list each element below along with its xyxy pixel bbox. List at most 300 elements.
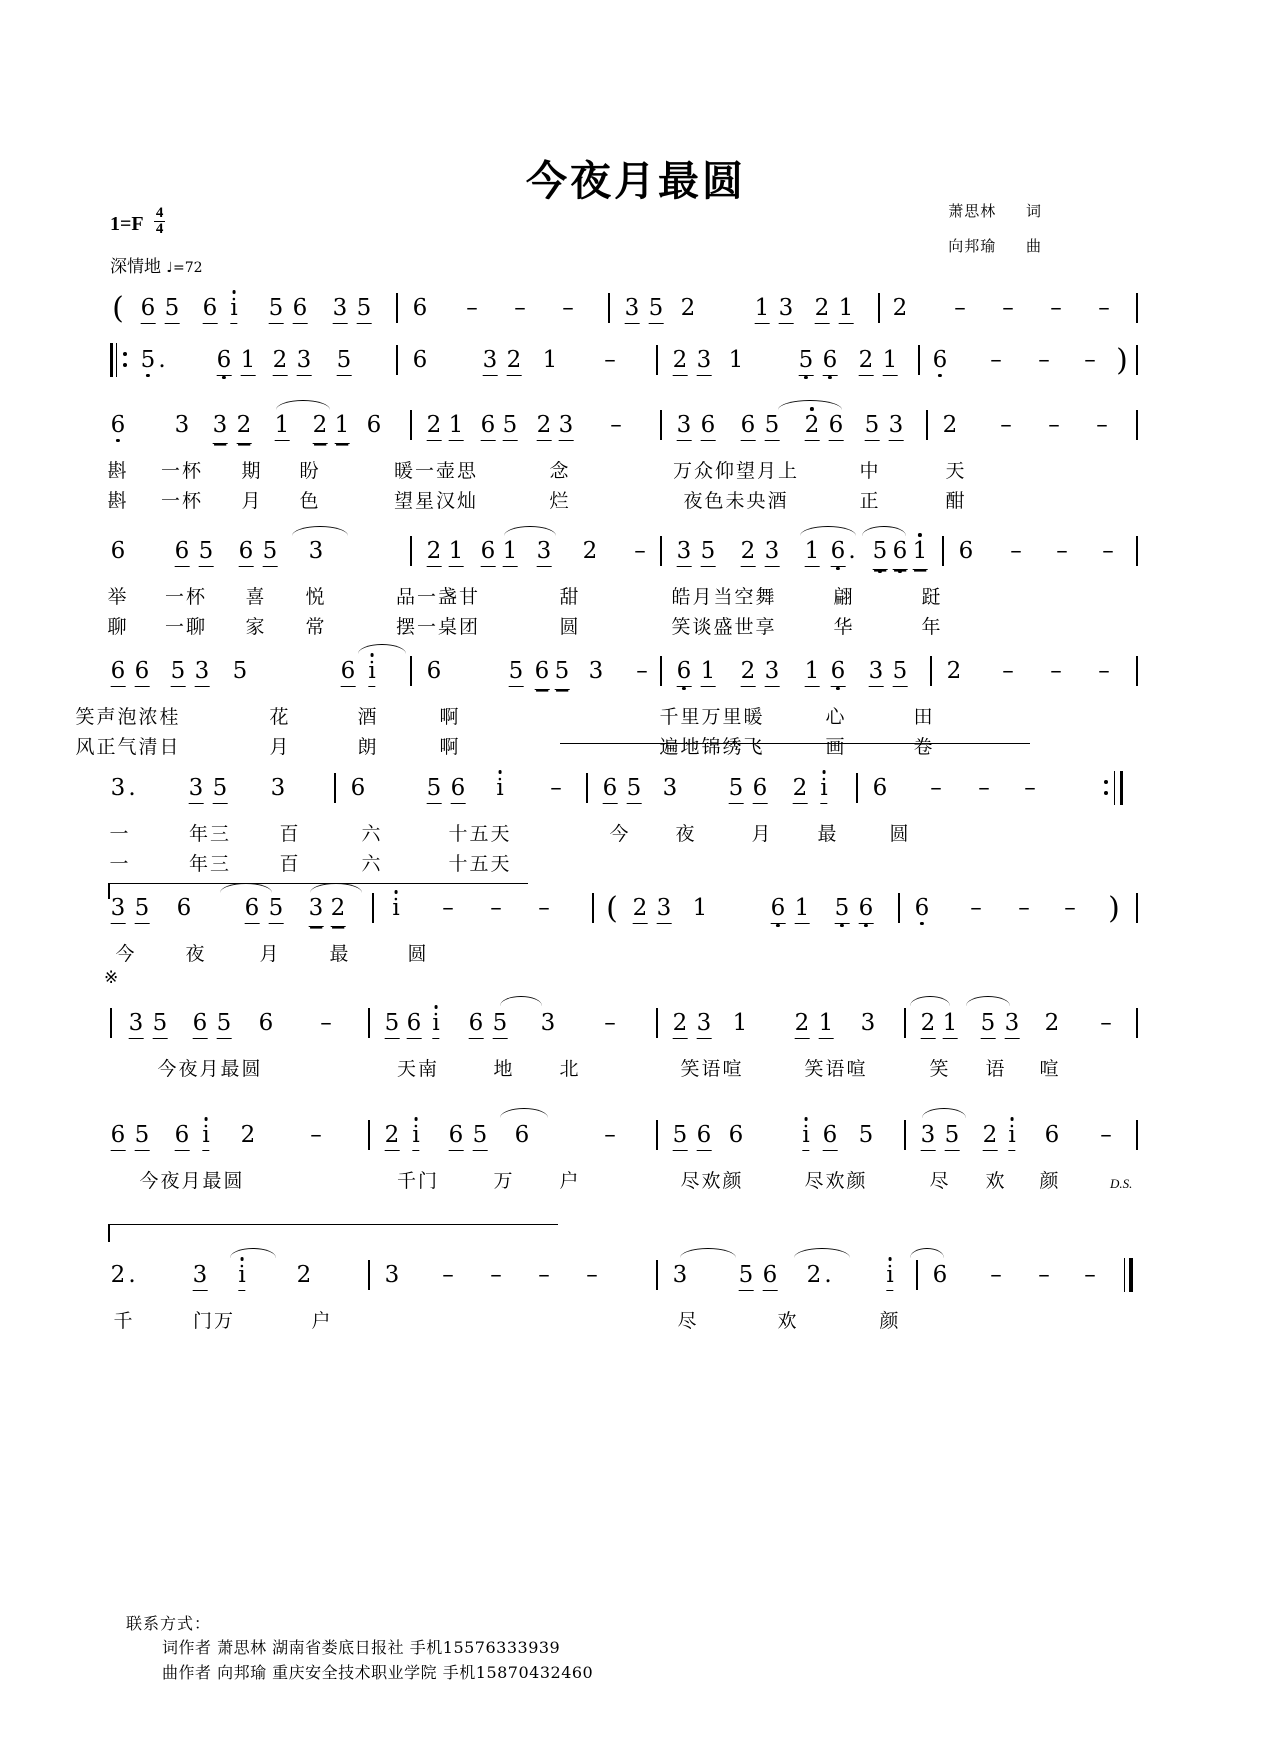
note: 6 [829, 412, 844, 441]
note: 3 [270, 775, 286, 801]
note: 1 [728, 347, 744, 373]
rest-dash: – [538, 1262, 550, 1288]
barline [916, 1260, 918, 1290]
barline [656, 1120, 658, 1150]
note: 5 [153, 1010, 168, 1039]
dot-duration: . [824, 1262, 832, 1288]
note: 3 [697, 1010, 712, 1039]
slur [276, 400, 330, 410]
paren-open: ( [112, 291, 124, 326]
note: 3 [1005, 1010, 1020, 1039]
lyricist-name: 萧思林 [948, 202, 997, 220]
slur [910, 1248, 944, 1258]
dot-duration: . [158, 347, 166, 373]
note: 6 [771, 895, 786, 924]
note: 6 [203, 295, 218, 324]
note: 6 [366, 412, 382, 438]
note: 3 [195, 658, 210, 687]
barline [926, 410, 928, 440]
barline [592, 893, 594, 923]
barline [1136, 293, 1138, 323]
key-signature [110, 206, 165, 237]
note: 6 [763, 1262, 778, 1291]
note: 2 [240, 1122, 256, 1148]
note: 6 [412, 347, 428, 373]
notation-row [100, 412, 1145, 450]
note: 3 [588, 658, 604, 684]
barline [898, 893, 900, 923]
lyrics-row-verse1: 举 一杯 喜 悦 品一盏甘 甜 皓月当空舞 翩 跹 [107, 586, 943, 608]
lyrics-row: 千 门万 户 尽 欢 颜 [113, 1310, 901, 1332]
note: 6 [451, 775, 466, 804]
note: 5 [865, 412, 880, 441]
music-system-9 [100, 1122, 1145, 1196]
rest-dash: – [1084, 1262, 1096, 1288]
lyrics-row: 今夜月最圆 天南 地 北 笑语喧 笑语喧 笑 语 喧 [157, 1058, 1061, 1080]
rest-dash: – [490, 1262, 502, 1288]
barline [656, 1008, 658, 1038]
note: i [230, 295, 237, 324]
note: 3 [860, 1010, 876, 1036]
ds-mark: D.S. [1110, 1176, 1133, 1191]
note: 5 [555, 658, 570, 690]
barline [608, 293, 610, 323]
note: 2 [673, 1010, 688, 1039]
music-system-3 [100, 412, 1145, 516]
lyricist-credit [948, 200, 1042, 221]
tempo-marking [110, 252, 203, 277]
music-system-10 [100, 1262, 1145, 1336]
lyrics-row: 今 夜 月 最 圆 [115, 943, 429, 965]
barline [856, 773, 858, 803]
note: 6 [932, 347, 948, 373]
note: 6 [535, 658, 550, 690]
note: 2 [110, 1262, 126, 1288]
music-system-4 [100, 538, 1145, 642]
rest-dash: – [604, 347, 616, 373]
note: 3 [559, 412, 574, 441]
note: 1 [913, 538, 928, 570]
note: 5 [765, 412, 780, 441]
footer-composer-contact: 曲作者 向邦瑜 重庆安全技术职业学院 手机15870432460 [162, 1663, 594, 1683]
barline [878, 293, 880, 323]
note: 2 [793, 775, 808, 804]
rest-dash: – [604, 1122, 616, 1148]
note: 6 [449, 1122, 464, 1151]
note: 2 [273, 347, 288, 376]
note: 5 [385, 1010, 400, 1039]
slur [800, 526, 856, 536]
note: 5 [509, 658, 524, 687]
rest-dash: – [550, 775, 562, 801]
note: 2 [313, 412, 328, 444]
rest-dash: – [562, 295, 574, 321]
footer-contact [126, 1612, 593, 1686]
rest-dash: – [1050, 295, 1062, 321]
note: i [886, 1262, 893, 1291]
rest-dash: – [1010, 538, 1022, 564]
note: 1 [805, 658, 820, 687]
rest-dash: – [604, 1010, 616, 1036]
footer-lyricist-contact: 词作者 萧思林 湖南省娄底日报社 手机15576333939 [162, 1638, 561, 1658]
note: 6 [110, 538, 126, 564]
note: 1 [943, 1010, 958, 1039]
note: i [202, 1122, 209, 1151]
note: 6 [753, 775, 768, 804]
note: 1 [692, 895, 708, 921]
note: 2 [921, 1010, 936, 1039]
lyrics-row-verse2: 斟 一杯 月 色 望星汉灿 烂 夜色未央酒 正 酣 [107, 490, 967, 512]
note: 3 [889, 412, 904, 441]
barline [368, 1008, 370, 1038]
note: 5 [232, 658, 248, 684]
note: 5 [858, 1122, 874, 1148]
note: 3 [537, 538, 552, 567]
note: 6 [258, 1010, 274, 1036]
slur [292, 526, 348, 536]
note: 5 [213, 775, 228, 804]
note: 6 [728, 1122, 744, 1148]
rest-dash: – [1018, 895, 1030, 921]
slur [922, 1108, 966, 1118]
note: 3 [333, 295, 348, 324]
rest-dash: – [1024, 775, 1036, 801]
slur [910, 996, 950, 1006]
note: 2 [296, 1262, 312, 1288]
barline [110, 1008, 112, 1038]
rest-dash: – [634, 538, 646, 564]
note: 1 [503, 538, 518, 567]
barline [1136, 536, 1138, 566]
barline [1136, 893, 1138, 923]
rest-dash: – [1084, 347, 1096, 373]
rest-dash: – [310, 1122, 322, 1148]
note: 2 [806, 1262, 822, 1288]
note: 2 [331, 895, 346, 927]
note: 3 [625, 295, 640, 324]
note: 6 [741, 412, 756, 441]
note: 3 [662, 775, 678, 801]
note: 5 [135, 1122, 150, 1151]
note: 5 [199, 538, 214, 567]
note: 1 [335, 412, 350, 444]
note: 2 [859, 347, 874, 376]
rest-dash: – [970, 895, 982, 921]
note: 3 [921, 1122, 936, 1151]
note: i [238, 1262, 245, 1291]
slur [862, 526, 906, 536]
note: 3 [189, 775, 204, 804]
slur [358, 644, 406, 654]
note: i [820, 775, 827, 804]
slur [966, 996, 1010, 1006]
note: 5 [739, 1262, 754, 1291]
time-signature-numerator: 4 [155, 205, 164, 221]
note: 1 [449, 412, 464, 441]
note: 5 [357, 295, 372, 324]
note: 3 [869, 658, 884, 687]
note: 5 [269, 895, 284, 924]
barline [1136, 410, 1138, 440]
repeat-end-barline [1104, 771, 1114, 805]
rest-dash: – [1038, 347, 1050, 373]
note: 3 [129, 1010, 144, 1039]
note: 6 [823, 1122, 838, 1151]
note: 3 [697, 347, 712, 376]
music-system-8 [100, 1010, 1145, 1084]
note: 1 [241, 347, 256, 376]
note: 1 [805, 538, 820, 567]
note: 2 [892, 295, 908, 321]
note: i [802, 1122, 809, 1151]
barline [660, 656, 662, 686]
rest-dash: – [1002, 295, 1014, 321]
note: 1 [732, 1010, 748, 1036]
note: 5 [799, 347, 814, 376]
dot-duration: . [128, 1262, 136, 1288]
note: 6 [239, 538, 254, 567]
rest-dash: – [442, 895, 454, 921]
note: 5 [165, 295, 180, 324]
note: 6 [426, 658, 442, 684]
barline [396, 345, 398, 375]
note: 2 [582, 538, 598, 564]
note: 1 [819, 1010, 834, 1039]
notation-row [100, 1122, 1145, 1160]
rest-dash: – [538, 895, 550, 921]
note: 6 [677, 658, 692, 687]
note: i [432, 1010, 439, 1039]
note: 6 [176, 895, 192, 921]
slur [680, 1248, 736, 1258]
barline [1136, 1120, 1138, 1150]
slur [500, 996, 542, 1006]
rest-dash: – [514, 295, 526, 321]
rest-dash: – [1000, 412, 1012, 438]
notation-row [100, 1010, 1145, 1048]
lyrics-row-verse1: 一 年三 百 六 十五天 今 夜 月 最 圆 [109, 823, 911, 845]
note: 3 [540, 1010, 556, 1036]
barline [656, 345, 658, 375]
barline [1136, 345, 1138, 375]
note: 6 [412, 295, 428, 321]
note: 5 [337, 347, 352, 376]
note: 2 [427, 538, 442, 567]
note: 6 [1044, 1122, 1060, 1148]
repeat-start-barline [110, 343, 120, 377]
note: 6 [893, 538, 908, 570]
note: 6 [831, 658, 846, 687]
rest-dash: – [586, 1262, 598, 1288]
note: 5 [263, 538, 278, 567]
note: 6 [958, 538, 974, 564]
note: 1 [449, 538, 464, 567]
note: 1 [883, 347, 898, 376]
note: 2 [795, 1010, 810, 1039]
footer-heading: 联系方式： [126, 1613, 212, 1633]
note: 5 [649, 295, 664, 324]
page-title: 今夜月最圆 [526, 157, 746, 205]
note: 5 [269, 295, 284, 324]
lyrics-row-verse1: 斟 一杯 期 盼 暖一壶思 念 万众仰望月上 中 天 [107, 460, 967, 482]
note: 2 [427, 412, 442, 441]
note: 6 [914, 895, 930, 921]
lyrics-row: 今夜月最圆 千门 万 户 尽欢颜 尽欢颜 尽 欢 颜 [139, 1170, 1061, 1192]
paren-close: ) [1116, 343, 1128, 378]
rest-dash: – [1002, 658, 1014, 684]
lyrics-row-verse2: 风正气清日 月 朗 啊 遍地锦绣飞 画 卷 [75, 736, 935, 758]
note: 2 [741, 538, 756, 567]
note: 6 [245, 895, 260, 924]
notation-row [100, 291, 1145, 333]
composer-role: 曲 [1025, 237, 1042, 255]
note: 3 [297, 347, 312, 376]
paren-open: ( [606, 891, 618, 926]
note: 6 [111, 1122, 126, 1151]
note: 2 [507, 347, 522, 376]
note: 2 [741, 658, 756, 687]
music-system-6 [100, 775, 1145, 879]
note: 3 [483, 347, 498, 376]
note: 1 [275, 412, 290, 441]
note: 5 [171, 658, 186, 687]
rest-dash: – [990, 347, 1002, 373]
note: 2 [815, 295, 830, 324]
note: 3 [213, 412, 228, 444]
rest-dash: – [442, 1262, 454, 1288]
note: 5 [945, 1122, 960, 1151]
rest-dash: – [1056, 538, 1068, 564]
time-signature-denominator: 4 [155, 221, 164, 237]
note: 5 [135, 895, 150, 924]
note: 6 [350, 775, 366, 801]
barline [904, 1008, 906, 1038]
note: 6 [932, 1262, 948, 1288]
barline [1136, 656, 1138, 686]
rest-dash: – [490, 895, 502, 921]
slur [500, 1108, 548, 1118]
note: 5 [873, 538, 888, 570]
rest-dash: – [1100, 1010, 1112, 1036]
note: 6 [831, 538, 846, 567]
rest-dash: – [1038, 1262, 1050, 1288]
note: 1 [839, 295, 854, 324]
rest-dash: – [1098, 295, 1110, 321]
note: 3 [765, 538, 780, 567]
note: 3 [677, 538, 692, 567]
expression-marking: 深情地 [110, 257, 161, 277]
note: 6 [872, 775, 888, 801]
note: 6 [175, 1122, 190, 1151]
note: 6 [469, 1010, 484, 1039]
slur [230, 1248, 276, 1258]
note: 2 [942, 412, 958, 438]
notation-row [100, 891, 1145, 933]
note: 5 [217, 1010, 232, 1039]
lyrics-row-verse2: 聊 一聊 家 常 摆一桌团 圆 笑谈盛世享 华 年 [107, 616, 943, 638]
note: 3 [111, 895, 126, 924]
rest-dash: – [1102, 538, 1114, 564]
notation-row [100, 775, 1145, 813]
rest-dash: – [466, 295, 478, 321]
rest-dash: – [990, 1262, 1002, 1288]
music-system-7 [100, 891, 1145, 969]
barline [904, 1120, 906, 1150]
rest-dash: – [1098, 658, 1110, 684]
note: 5 [701, 538, 716, 567]
bpm-marking: ♩=72 [166, 260, 203, 276]
note: i [412, 1122, 419, 1151]
barline [334, 773, 336, 803]
dot-duration: . [128, 775, 136, 801]
rest-dash: – [978, 775, 990, 801]
note: 5 [140, 347, 156, 373]
time-signature [154, 206, 166, 237]
note: 3 [765, 658, 780, 687]
rest-dash: – [954, 295, 966, 321]
note: 6 [217, 347, 232, 376]
note: 3 [174, 412, 190, 438]
note: 1 [542, 347, 558, 373]
notation-row [100, 658, 1145, 696]
rest-dash: – [1050, 658, 1062, 684]
note: 3 [657, 895, 672, 924]
second-ending-bracket [108, 1224, 558, 1226]
barline [396, 293, 398, 323]
note: 6 [293, 295, 308, 324]
lyricist-role: 词 [1025, 202, 1042, 220]
note: i [1008, 1122, 1015, 1151]
lyrics-row-verse2: 一 年三 百 六 十五天 [109, 853, 512, 875]
barline [368, 1260, 370, 1290]
rest-dash: – [610, 412, 622, 438]
note: 2 [680, 295, 696, 321]
barline [660, 536, 662, 566]
note: 2 [805, 412, 820, 441]
note: 6 [341, 658, 356, 687]
segno-mark: ※ [104, 968, 119, 988]
paren-close: ) [1108, 891, 1120, 926]
note: 2 [983, 1122, 998, 1151]
note: 5 [493, 1010, 508, 1039]
note: 5 [893, 658, 908, 687]
notation-row [100, 343, 1145, 385]
barline [410, 656, 412, 686]
note: 6 [175, 538, 190, 567]
lyrics-row-verse1: 笑声泡浓桂 花 酒 啊 千里万里暖 心 田 [75, 706, 935, 728]
note: 6 [111, 658, 126, 687]
note: 5 [503, 412, 518, 441]
note: 6 [514, 1122, 530, 1148]
slur [504, 526, 556, 536]
note: i [496, 775, 504, 801]
composer-credit [948, 235, 1042, 256]
note: 2 [633, 895, 648, 924]
dot-duration: . [848, 538, 856, 564]
barline [1136, 1008, 1138, 1038]
note: 3 [779, 295, 794, 324]
note: 1 [701, 658, 716, 687]
ending-bracket-hook [108, 1224, 110, 1242]
first-ending-bracket [560, 743, 1030, 778]
note: 6 [859, 895, 874, 924]
note: 3 [309, 895, 324, 927]
note: 6 [701, 412, 716, 441]
barline [660, 410, 662, 440]
rest-dash: – [1096, 412, 1108, 438]
note: 3 [384, 1262, 400, 1288]
note: 3 [672, 1262, 688, 1288]
